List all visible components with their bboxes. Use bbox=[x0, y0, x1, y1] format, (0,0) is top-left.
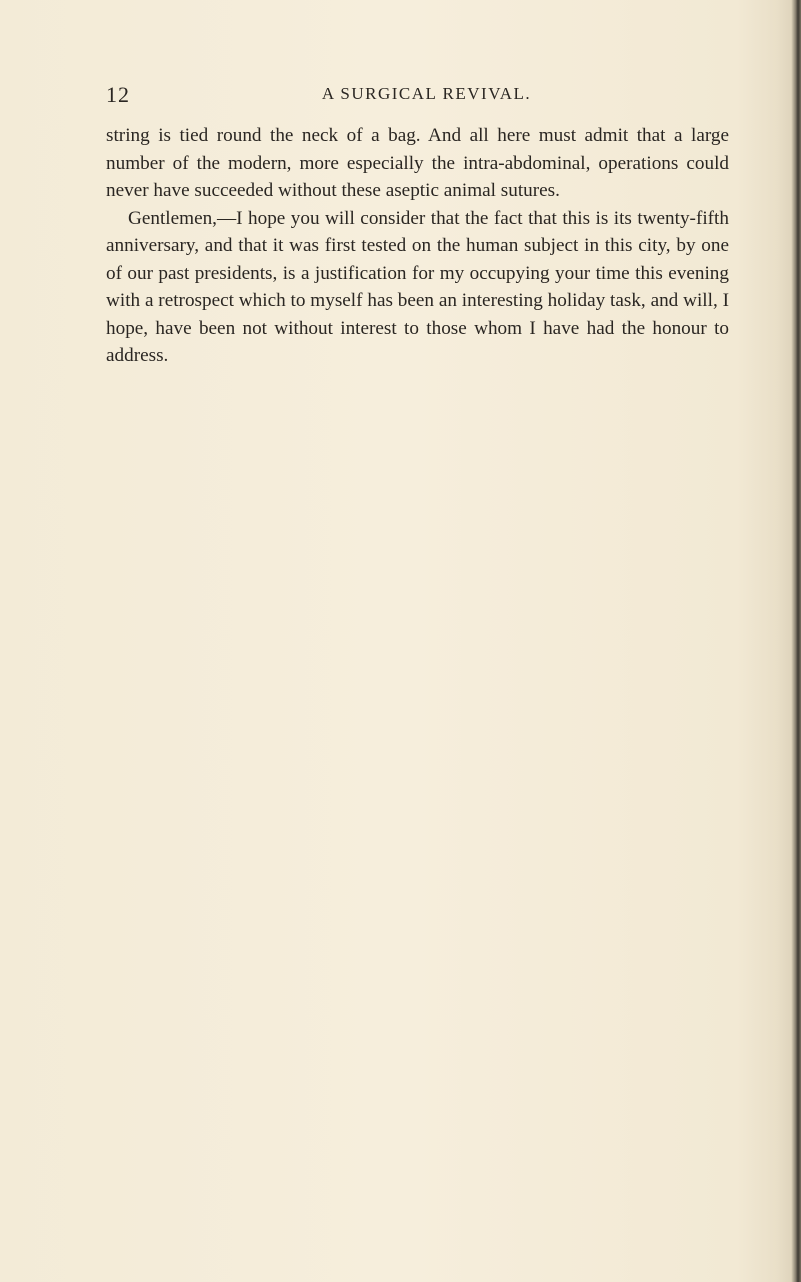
page-number: 12 bbox=[106, 82, 130, 107]
page-header bbox=[106, 82, 729, 108]
body-text bbox=[106, 122, 729, 370]
paragraph-continuation: string is tied round the neck of a bag. And all here must admit that a large number of the modern, more especially the intra-abdominal, operations could never have succeeded without these aseptic animal sutures. bbox=[106, 125, 729, 201]
page-edge-shadow bbox=[791, 0, 801, 1282]
running-head: A SURGICAL REVIVAL. bbox=[321, 84, 532, 103]
paragraph-gentlemen: Gentlemen,—I hope you will consider that the fact that this is its twenty-fifth anniversary, and that it was first tested on the human subject in this city, by one of our past presidents, is a justification for my occupying your time this evening with a retrospect which to myself has been an interesting holiday task, and will, I hope, have been not without interest to those whom I have had the honour to address. bbox=[106, 207, 729, 366]
